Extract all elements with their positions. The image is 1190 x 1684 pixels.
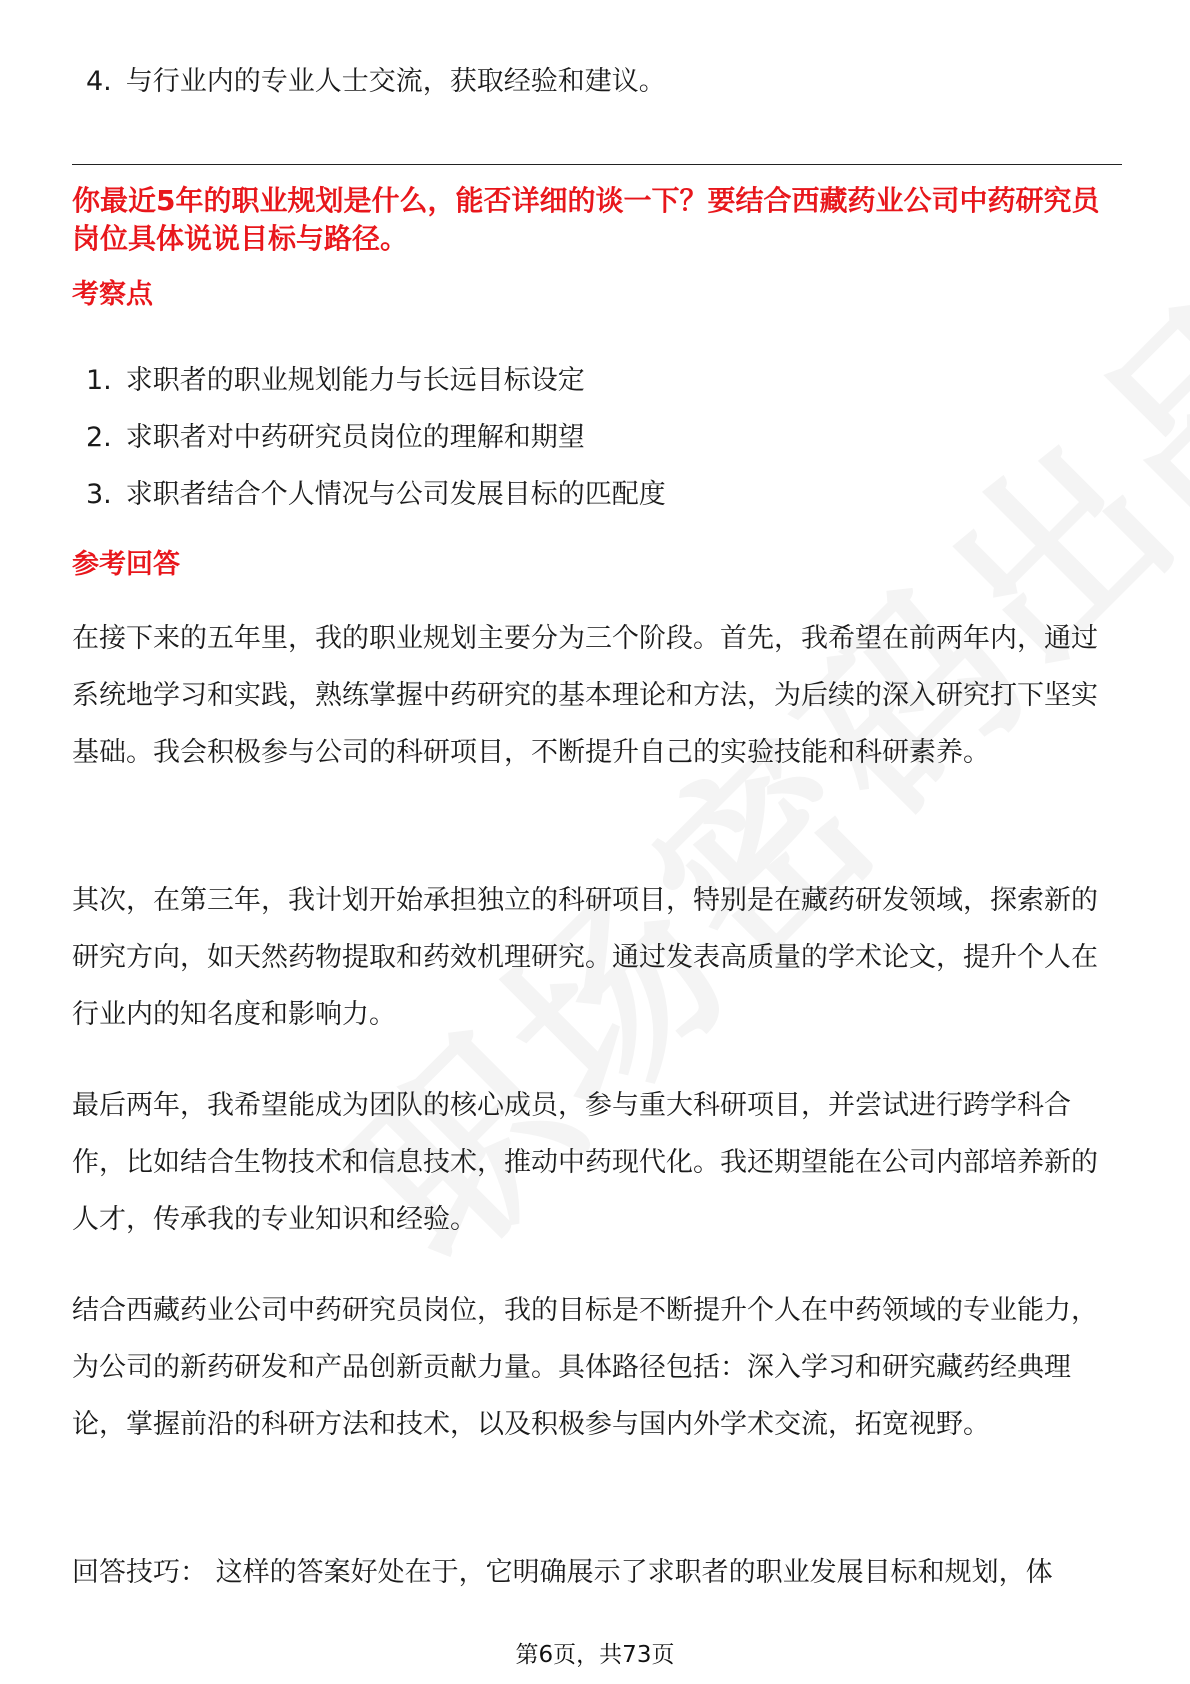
section-title-answer: 参考回答 <box>72 549 180 580</box>
list-number: 3. <box>86 479 112 510</box>
list-item <box>86 352 666 409</box>
list-number: 2. <box>86 422 112 453</box>
list-item <box>86 466 666 523</box>
list-number: 4. <box>86 66 112 97</box>
section-title-points: 考察点 <box>72 279 153 310</box>
answer-paragraph: 最后两年，我希望能成为团队的核心成员，参与重大科研项目，并尝试进行跨学科合作，比如结合生物技术和信息技术，推动中药现代化。我还期望能在公司内部培养新的人才，传承我的专业知识和经验。 <box>72 1090 1098 1235</box>
answer-paragraph: 在接下来的五年里，我的职业规划主要分为三个阶段。首先，我希望在前两年内，通过系统地学习和实践，熟练掌握中药研究的基本理论和方法，为后续的深入研究打下坚实基础。我会积极参与公司的科研项目，不断提升自己的实验技能和科研素养。 <box>72 623 1098 768</box>
page-footer: 第6页，共73页 <box>515 1642 675 1668</box>
list-text: 求职者的职业规划能力与长远目标设定 <box>125 365 585 396</box>
list-text: 求职者结合个人情况与公司发展目标的匹配度 <box>125 479 666 510</box>
answer-tip-paragraph: 回答技巧： 这样的答案好处在于，它明确展示了求职者的职业发展目标和规划，体 <box>72 1557 1053 1588</box>
divider <box>72 164 1122 165</box>
answer-paragraph: 结合西藏药业公司中药研究员岗位，我的目标是不断提升个人在中药领域的专业能力，为公司的新药研发和产品创新贡献力量。具体路径包括：深入学习和研究藏药经典理论，掌握前沿的科研方法和技术，以及积极参与国内外学术交流，拓宽视野。 <box>72 1295 1098 1440</box>
question-heading: 你最近5年的职业规划是什么，能否详细的谈一下？要结合西藏药业公司中药研究员岗位具体说说目标与路径。 <box>72 184 1100 255</box>
answer-paragraph: 其次，在第三年，我计划开始承担独立的科研项目，特别是在藏药研发领域，探索新的研究方向，如天然药物提取和药效机理研究。通过发表高质量的学术论文，提升个人在行业内的知名度和影响力。 <box>72 885 1098 1030</box>
list-item <box>86 62 666 102</box>
points-list <box>86 352 666 523</box>
list-number: 1. <box>86 365 112 396</box>
list-text: 求职者对中药研究员岗位的理解和期望 <box>125 422 585 453</box>
list-text: 与行业内的专业人士交流，获取经验和建议。 <box>125 66 666 97</box>
list-item <box>86 409 666 466</box>
